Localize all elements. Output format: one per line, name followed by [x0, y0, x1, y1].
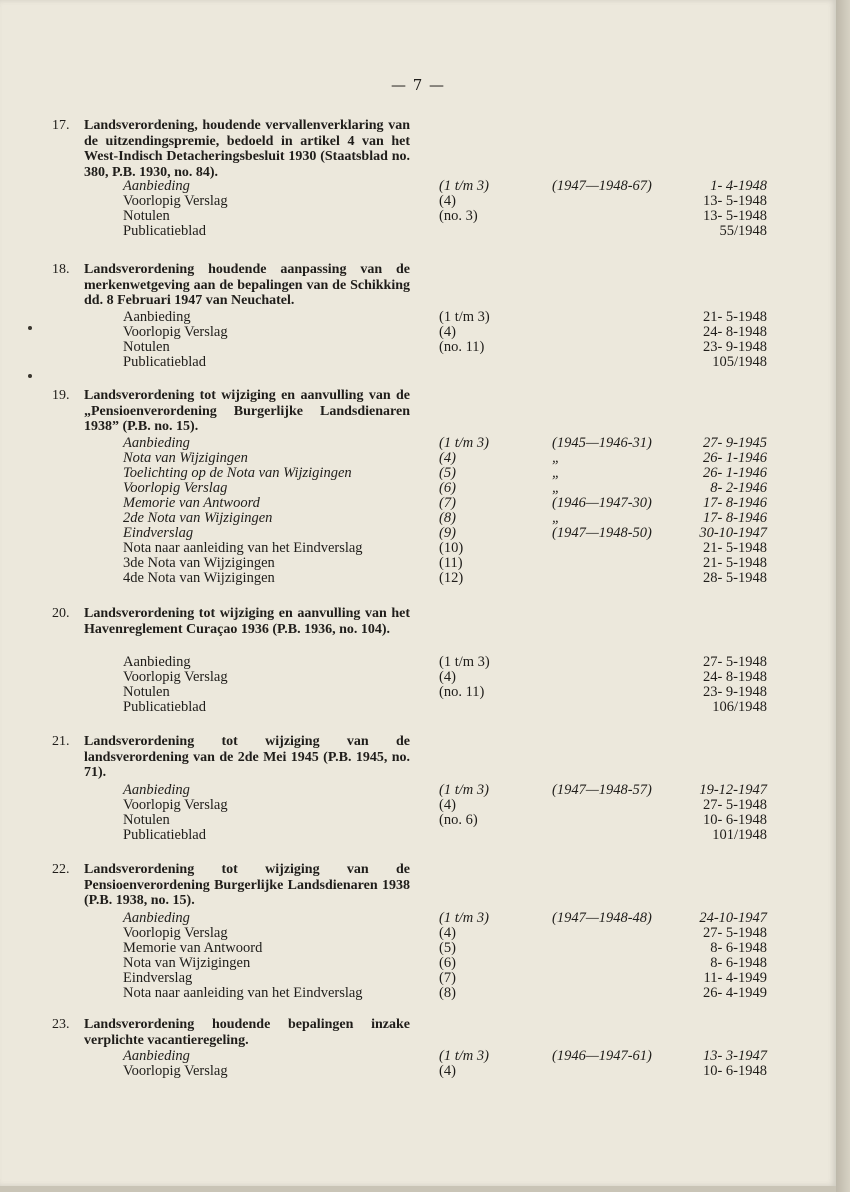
table-row	[0, 986, 836, 1001]
row-date: 1- 4-1948	[710, 178, 767, 194]
row-label: Notulen	[123, 339, 170, 355]
table-row	[0, 511, 836, 526]
table-row	[0, 436, 836, 451]
row-reference: (1945—1946-31)	[552, 435, 652, 451]
entry-title: Landsverordening houdende aanpassing van de merkenwetgeving aan de bepalingen van de Schikking dd. 8 Februari 1947 van Neuchatel.	[84, 262, 410, 308]
entry-number: 18.	[52, 262, 70, 277]
row-label: Memorie van Antwoord	[123, 940, 263, 956]
row-doc-number: (1 t/m 3)	[439, 782, 489, 798]
row-doc-number: (8)	[439, 985, 456, 1001]
row-doc-number: (9)	[439, 525, 456, 541]
row-date: 55/1948	[719, 223, 767, 239]
entry-number: 22.	[52, 862, 70, 877]
row-doc-number: (5)	[439, 940, 456, 956]
row-label: Nota van Wijzigingen	[123, 450, 248, 466]
table-row	[0, 355, 836, 370]
table-row	[0, 571, 836, 586]
row-reference: (1946—1947-61)	[552, 1048, 652, 1064]
row-doc-number: (1 t/m 3)	[439, 1048, 489, 1064]
row-date: 13- 5-1948	[702, 208, 767, 224]
row-date: 24- 8-1948	[702, 669, 767, 685]
table-row	[0, 956, 836, 971]
row-label: Voorlopig Verslag	[123, 324, 228, 340]
row-date: 19-12-1947	[699, 782, 767, 798]
row-label: Voorlopig Verslag	[123, 1063, 228, 1079]
row-doc-number: (4)	[439, 324, 456, 340]
row-date: 28- 5-1948	[702, 570, 767, 586]
row-doc-number: (4)	[439, 1063, 456, 1079]
row-date: 27- 5-1948	[702, 797, 767, 813]
row-doc-number: (6)	[439, 480, 456, 496]
row-label: Notulen	[123, 812, 170, 828]
row-label: Eindverslag	[123, 970, 193, 986]
row-date: 23- 9-1948	[702, 684, 767, 700]
row-doc-number: (4)	[439, 797, 456, 813]
entry-number: 20.	[52, 606, 70, 621]
table-row	[0, 340, 836, 355]
table-row	[0, 526, 836, 541]
table-row	[0, 685, 836, 700]
row-date: 8- 6-1948	[710, 940, 767, 956]
row-label: Voorlopig Verslag	[123, 669, 228, 685]
row-label: Aanbieding	[123, 1048, 190, 1064]
row-label: Publicatieblad	[123, 354, 206, 370]
row-label: Aanbieding	[123, 309, 191, 325]
row-doc-number: (8)	[439, 510, 456, 526]
entry-number: 19.	[52, 388, 70, 403]
table-row	[0, 700, 836, 715]
row-reference: „	[552, 450, 561, 466]
row-reference: (1946—1947-30)	[552, 495, 652, 511]
table-row	[0, 541, 836, 556]
table-row	[0, 798, 836, 813]
row-date: 27- 5-1948	[702, 654, 767, 670]
row-date: 26- 4-1949	[702, 985, 767, 1001]
entry-number: 17.	[52, 118, 70, 133]
row-label: Aanbieding	[123, 435, 190, 451]
row-doc-number: (11)	[439, 555, 463, 571]
row-doc-number: (4)	[439, 193, 456, 209]
row-date: 101/1948	[712, 827, 767, 843]
row-date: 24- 8-1948	[702, 324, 767, 340]
row-label: Aanbieding	[123, 178, 190, 194]
row-label: Notulen	[123, 684, 170, 700]
row-label: Voorlopig Verslag	[123, 480, 228, 496]
entry-number: 21.	[52, 734, 70, 749]
table-row	[0, 310, 836, 325]
row-doc-number: (1 t/m 3)	[439, 178, 489, 194]
row-label: Voorlopig Verslag	[123, 797, 228, 813]
table-row	[0, 911, 836, 926]
row-date: 26- 1-1946	[702, 465, 767, 481]
row-doc-number: (10)	[439, 540, 464, 556]
row-doc-number: (12)	[439, 570, 464, 586]
row-date: 21- 5-1948	[702, 555, 767, 571]
row-doc-number: (1 t/m 3)	[439, 309, 490, 325]
table-row	[0, 1064, 836, 1079]
table-row	[0, 179, 836, 194]
row-label: Voorlopig Verslag	[123, 193, 228, 209]
entry-title: Landsverordening tot wijziging van de Pensioenverordening Burgerlijke Landsdienaren 1938 (P.B. 1938, no. 15).	[84, 862, 410, 908]
row-doc-number: (1 t/m 3)	[439, 910, 489, 926]
row-label: Aanbieding	[123, 910, 190, 926]
table-row	[0, 209, 836, 224]
table-row	[0, 655, 836, 670]
row-date: 8- 6-1948	[710, 955, 767, 971]
row-date: 27- 9-1945	[702, 435, 767, 451]
margin-mark	[28, 374, 32, 378]
row-doc-number: (no. 6)	[439, 812, 478, 828]
entry-title: Landsverordening houdende bepalingen inzake verplichte vacantieregeling.	[84, 1017, 410, 1048]
row-date: 10- 6-1948	[702, 812, 767, 828]
row-date: 24-10-1947	[699, 910, 767, 926]
table-row	[0, 971, 836, 986]
table-row	[0, 451, 836, 466]
table-row	[0, 194, 836, 209]
row-date: 10- 6-1948	[702, 1063, 767, 1079]
row-date: 105/1948	[712, 354, 767, 370]
row-reference: (1947—1948-67)	[552, 178, 652, 194]
row-reference: „	[552, 465, 561, 481]
row-reference: „	[552, 510, 561, 526]
row-date: 106/1948	[712, 699, 767, 715]
row-doc-number: (1 t/m 3)	[439, 435, 489, 451]
table-row	[0, 1049, 836, 1064]
row-label: Eindverslag	[123, 525, 194, 541]
page-edge	[836, 0, 850, 1192]
row-reference: (1947—1948-48)	[552, 910, 652, 926]
row-date: 21- 5-1948	[702, 309, 767, 325]
row-date: 17- 8-1946	[702, 510, 767, 526]
row-date: 17- 8-1946	[702, 495, 767, 511]
row-date: 13- 3-1947	[702, 1048, 767, 1064]
row-date: 30-10-1947	[699, 525, 767, 541]
row-doc-number: (6)	[439, 955, 456, 971]
table-row	[0, 466, 836, 481]
row-label: Nota naar aanleiding van het Eindverslag	[123, 540, 363, 556]
table-row	[0, 941, 836, 956]
table-row	[0, 556, 836, 571]
row-date: 23- 9-1948	[702, 339, 767, 355]
row-doc-number: (7)	[439, 495, 456, 511]
row-label: Notulen	[123, 208, 170, 224]
entry-title: Landsverordening tot wijziging en aanvulling van het Havenreglement Curaçao 1936 (P.B. 1936, no. 104).	[84, 606, 410, 637]
table-row	[0, 926, 836, 941]
entry-number: 23.	[52, 1017, 70, 1032]
row-doc-number: (no. 3)	[439, 208, 478, 224]
row-date: 8- 2-1946	[710, 480, 767, 496]
row-label: 2de Nota van Wijzigingen	[123, 510, 273, 526]
table-row	[0, 670, 836, 685]
row-date: 13- 5-1948	[702, 193, 767, 209]
row-label: Aanbieding	[123, 782, 190, 798]
row-label: Publicatieblad	[123, 699, 206, 715]
row-label: Publicatieblad	[123, 223, 206, 239]
table-row	[0, 481, 836, 496]
row-reference: (1947—1948-50)	[552, 525, 652, 541]
entry-title: Landsverordening tot wijziging en aanvulling van de „Pensioenverordening Burgerlijke Landsdienaren 1938” (P.B. no. 15).	[84, 388, 410, 434]
entry-title: Landsverordening tot wijziging van de landsverordening van de 2de Mei 1945 (P.B. 1945, no. 71).	[84, 734, 410, 780]
row-date: 21- 5-1948	[702, 540, 767, 556]
row-label: Nota naar aanleiding van het Eindverslag	[123, 985, 363, 1001]
table-row	[0, 828, 836, 843]
row-doc-number: (4)	[439, 669, 456, 685]
page-number: — 7 —	[390, 76, 446, 94]
row-doc-number: (4)	[439, 925, 456, 941]
row-date: 26- 1-1946	[702, 450, 767, 466]
entry-title: Landsverordening, houdende vervallenverklaring van de uitzendingspremie, bedoeld in artikel 4 van het West-Indisch Detacheringsbesluit 1930 (Staatsblad no. 380, P.B. 1930, no. 84).	[84, 118, 410, 180]
row-label: Voorlopig Verslag	[123, 925, 228, 941]
row-label: 3de Nota van Wijzigingen	[123, 555, 275, 571]
table-row	[0, 496, 836, 511]
row-doc-number: (no. 11)	[439, 684, 485, 700]
row-label: Publicatieblad	[123, 827, 206, 843]
row-reference: (1947—1948-57)	[552, 782, 652, 798]
table-row	[0, 224, 836, 239]
row-label: Memorie van Antwoord	[123, 495, 260, 511]
row-label: Aanbieding	[123, 654, 191, 670]
row-date: 27- 5-1948	[702, 925, 767, 941]
row-date: 11- 4-1949	[703, 970, 767, 986]
row-doc-number: (5)	[439, 465, 456, 481]
row-doc-number: (4)	[439, 450, 456, 466]
row-label: Nota van Wijzigingen	[123, 955, 251, 971]
row-reference: „	[552, 480, 561, 496]
table-row	[0, 813, 836, 828]
row-doc-number: (7)	[439, 970, 456, 986]
row-doc-number: (1 t/m 3)	[439, 654, 490, 670]
table-row	[0, 325, 836, 340]
row-label: 4de Nota van Wijzigingen	[123, 570, 275, 586]
row-doc-number: (no. 11)	[439, 339, 485, 355]
row-label: Toelichting op de Nota van Wijzigingen	[123, 465, 352, 481]
table-row	[0, 783, 836, 798]
